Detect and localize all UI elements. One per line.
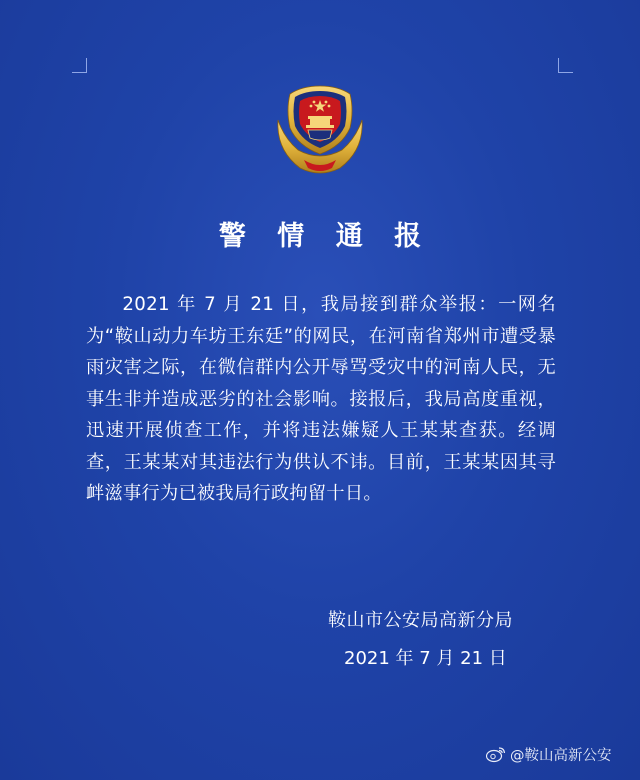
issuer-name: 鞍山市公安局高新分局 [328,610,513,631]
crop-mark-top-right [558,58,573,73]
watermark-text: @鞍山高新公安 [510,748,612,764]
police-emblem-icon [270,80,370,180]
crop-mark-top-left [72,58,87,73]
issue-date: 2021 年 7 月 21 日 [344,648,507,669]
notice-body: 2021 年 7 月 21 日，我局接到群众举报：一网名为“鞍山动力车坊王东廷”的网民，在河南省郑州市遭受暴雨灾害之际，在微信群内公开辱骂受灾中的河南人民，无事生非并造成恶劣的社会影响。接报后，我局高度重视，迅速开展侦查工作，并将违法嫌疑人王某某查获。经调查，王某某对其违法行为供认不讳。目前，王某某因其寻衅滋事行为已被我局行政拘留十日。 [86,294,556,504]
weibo-icon [486,746,506,763]
notice-title: 警 情 通 报 [218,221,433,252]
weibo-watermark [486,744,612,765]
